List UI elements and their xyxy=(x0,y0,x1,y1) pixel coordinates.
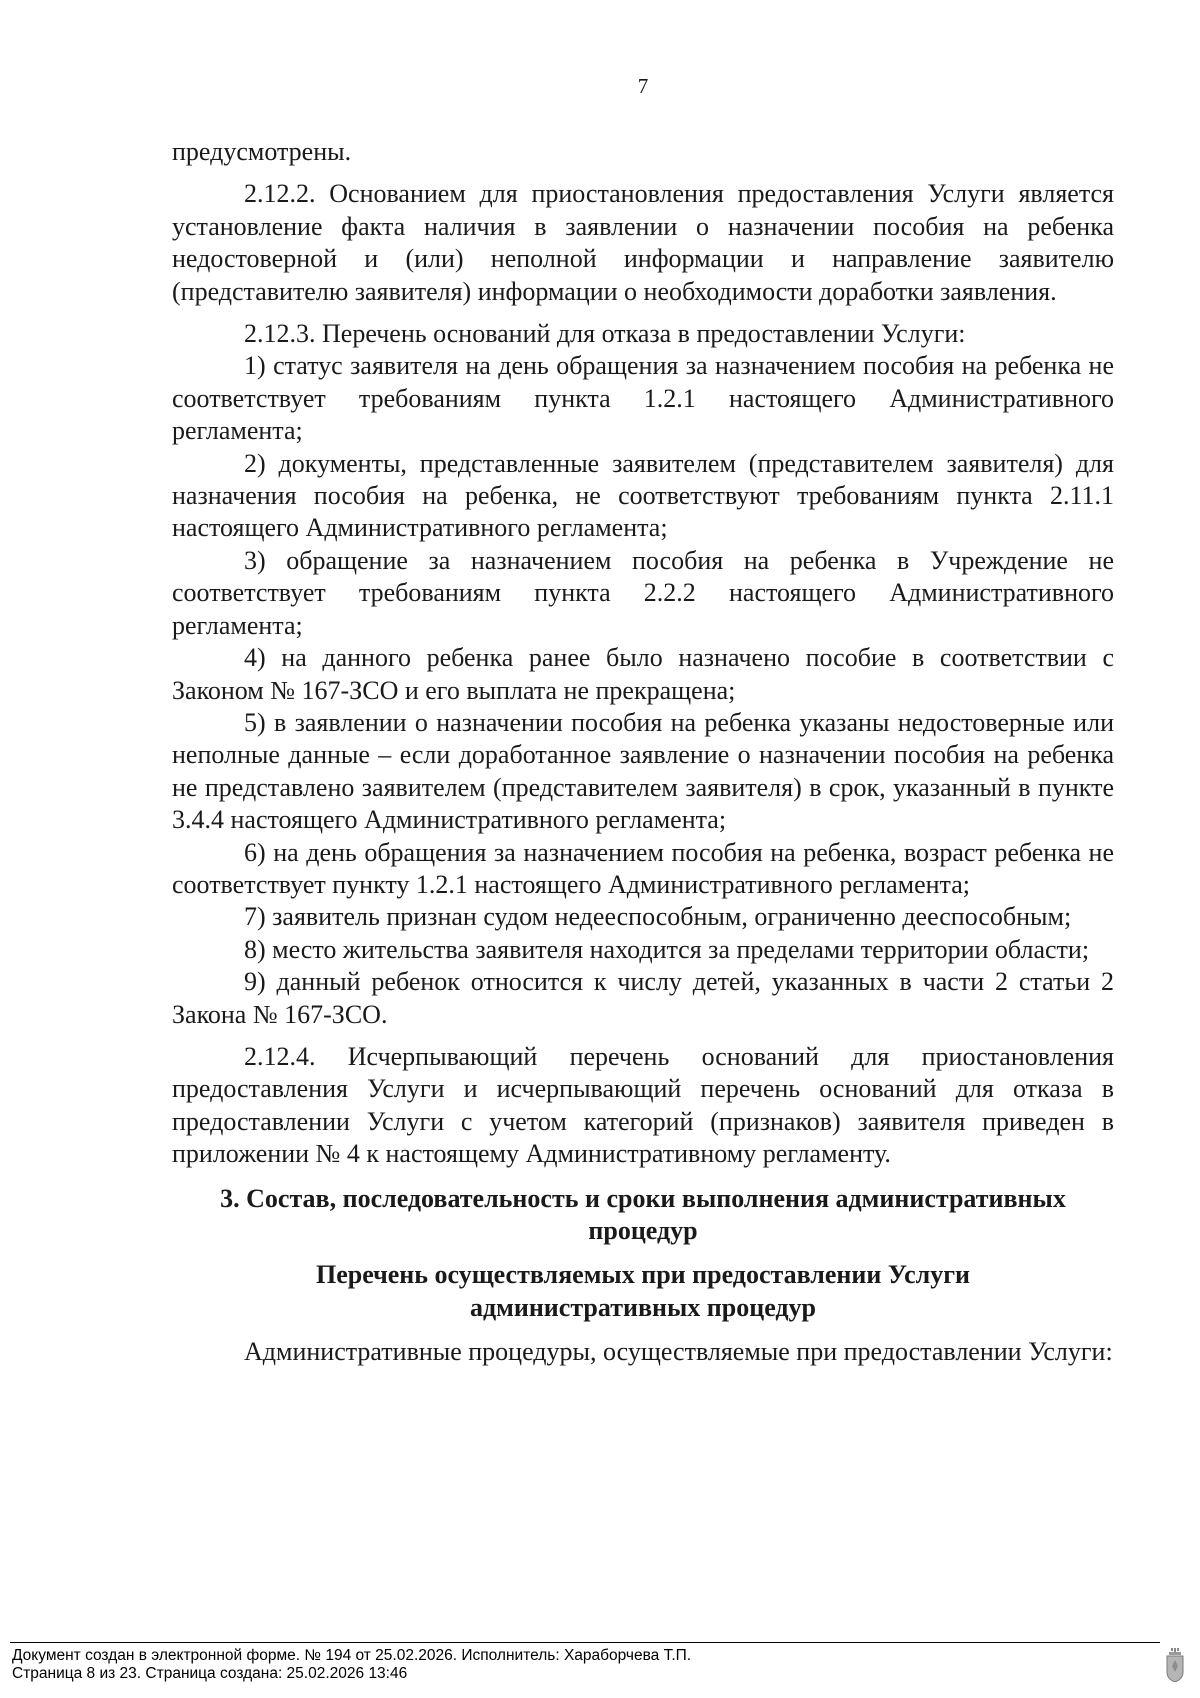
subsection-heading xyxy=(172,1259,1114,1324)
page-number: 7 xyxy=(637,74,649,98)
paragraph-continuation: предусмотрены. xyxy=(172,137,352,166)
list-item-3: 3) обращение за назначением пособия на ребенка в Учреждение не соответствует требованиям пункта 2.2.2 настоящего Административного регламента; xyxy=(172,545,1114,640)
list-item-1: 1) статус заявителя на день обращения за назначением пособия на ребенка не соответствует требованиям пункта 1.2.1 настоящего Административного регламента; xyxy=(172,351,1114,446)
list-item-8: 8) место жительства заявителя находится за пределами территории области; xyxy=(244,934,1090,964)
paragraph-2-12-2: 2.12.2. Основанием для приостановления предоставления Услуги является установление факта наличия в заявлении о назначении пособия на ребенка недостоверной и (или) неполной информации и направление заявителю (представителю заявителя) информации о необходимости доработки заявления. xyxy=(172,179,1114,306)
list-item-7: 7) заявитель признан судом недееспособным, ограниченно дееспособным; xyxy=(244,902,1072,932)
coat-of-arms-icon xyxy=(1164,1648,1186,1682)
footer-page-info: Страница 8 из 23. Страница создана: 25.02.2026 13:46 xyxy=(12,1665,408,1682)
paragraph-2-12-3: 2.12.3. Перечень оснований для отказа в предоставлении Услуги: xyxy=(244,319,966,349)
section-heading-line: процедур xyxy=(588,1216,698,1245)
list-item-9: 9) данный ребенок относится к числу детей, указанных в части 2 статьи 2 Закона № 167-ЗСО. xyxy=(172,967,1114,1029)
document-body xyxy=(172,136,1114,1369)
list-item-5: 5) в заявлении о назначении пособия на ребенка указаны недостоверные или неполные данные – если доработанное заявление о назначении пособия на ребенка не представлено заявителем (представителем заявителя) в срок, указанный в пункте 3.4.4 настоящего Административного регламента; xyxy=(172,707,1114,835)
list-item-2: 2) документы, представленные заявителем (представителем заявителя) для назначения пособия на ребенка, не соответствуют требованиям пункта 2.11.1 настоящего Административного регламента; xyxy=(172,448,1114,543)
footer-divider xyxy=(10,1642,1160,1643)
footer-document-info: Документ создан в электронной форме. № 194 от 25.02.2026. Исполнитель: Хараборчева Т.П. xyxy=(12,1647,692,1664)
section-heading xyxy=(172,1183,1114,1248)
paragraph-procedures: Административные процедуры, осуществляемые при предоставлении Услуги: xyxy=(244,1337,1113,1367)
section-heading-line: 3. Состав, последовательность и сроки выполнения административных xyxy=(220,1183,1066,1213)
paragraph-2-12-4: 2.12.4. Исчерпывающий перечень оснований для приостановления предоставления Услуги и исчерпывающий перечень оснований для отказа в предоставлении Услуги с учетом категорий (признаков) заявителя приведен в приложении № 4 к настоящему Административному регламенту. xyxy=(172,1041,1114,1169)
list-item-4: 4) на данного ребенка ранее было назначено пособие в соответствии с Законом № 167-ЗСО и его выплата не прекращена; xyxy=(172,643,1114,705)
subsection-heading-line: Перечень осуществляемых при предоставлении Услуги xyxy=(315,1260,971,1290)
list-item-6: 6) на день обращения за назначением пособия на ребенка, возраст ребенка не соответствует пункту 1.2.1 настоящего Административного регламента; xyxy=(172,837,1114,899)
document-footer xyxy=(0,1640,1200,1698)
subsection-heading-line: административных процедур xyxy=(469,1292,817,1322)
